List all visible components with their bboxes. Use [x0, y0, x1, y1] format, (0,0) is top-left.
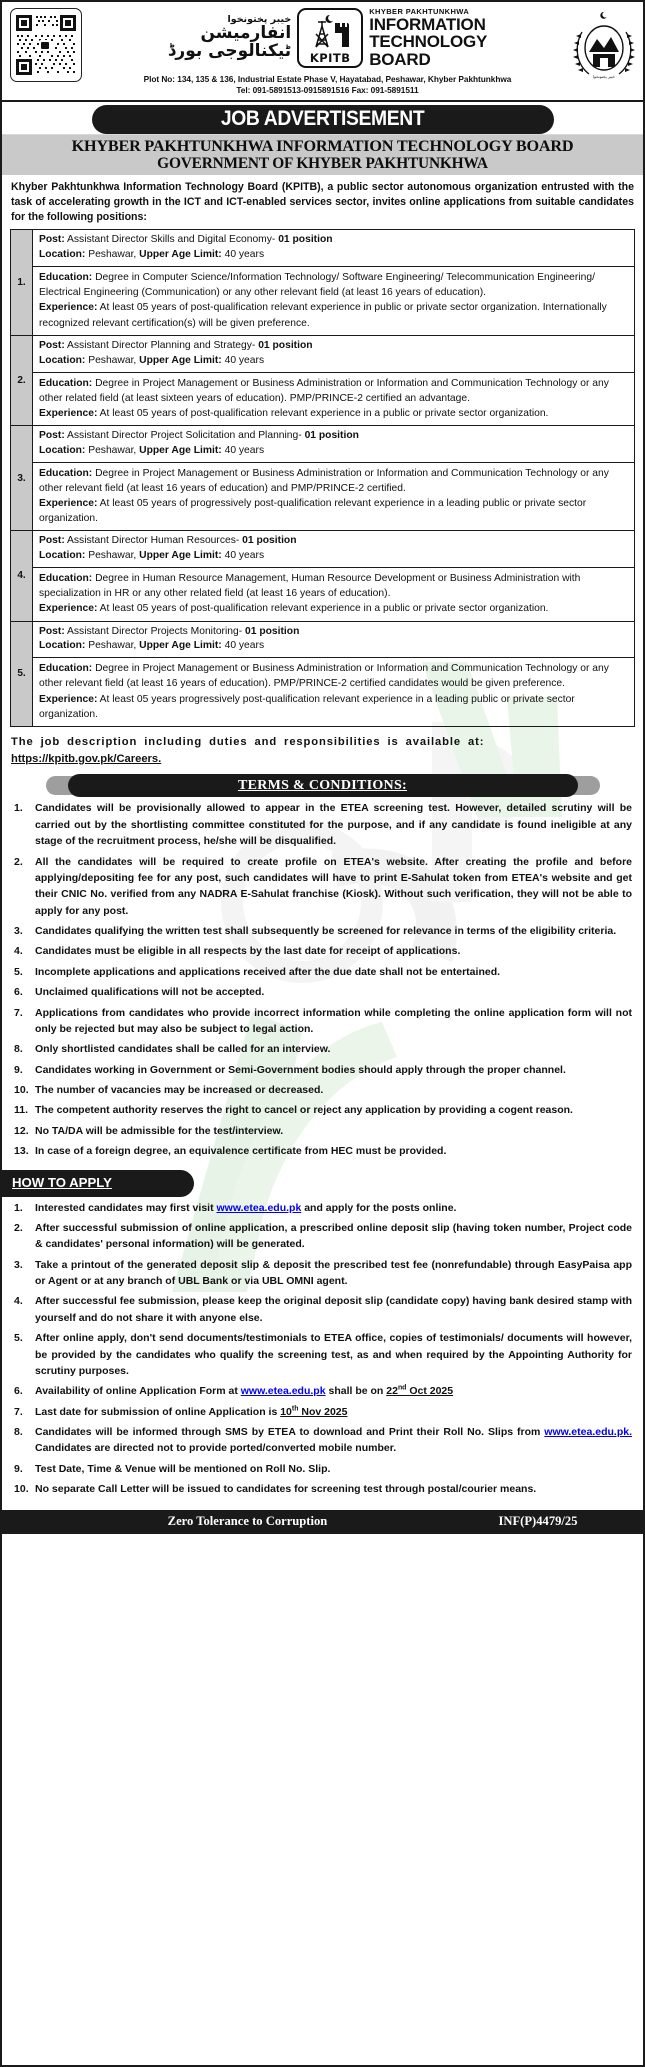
position-location-age: Location: Peshawar, Upper Age Limit: 40 years	[39, 640, 265, 652]
english-org-name: KHYBER PAKHTUNKHWA INFORMATION TECHNOLOGY BOARD	[369, 7, 488, 69]
key-date: 10th Nov 2025	[280, 1405, 348, 1418]
position-location-age: Location: Peshawar, Upper Age Limit: 40 years	[39, 354, 265, 366]
urdu-org-name: خیبر پختونخوا انفارمیشن ٹیکنالوجی بورڈ	[167, 14, 292, 62]
position-education: Education: Degree in Project Management or Business Administration or Information and Communication Technology or any other relevant field (at least 16 years of education). PMP/PRINCE-2 certified candidates would be given preference.	[39, 663, 609, 690]
position-requirements	[33, 267, 634, 335]
position-number: 1.	[11, 230, 33, 334]
apply-item: Test Date, Time & Venue will be mentioned on Roll No. Slip.	[35, 1462, 331, 1475]
terms-item: In case of a foreign degree, an equivalence certificate from HEC must be provided.	[35, 1145, 447, 1158]
position-experience: Experience: At least 05 years progressively post-qualification relevant experience in a leading public or private sector organization.	[39, 693, 575, 720]
jd-text: The job description including duties and responsibilities is available at:	[11, 735, 485, 748]
position-header	[33, 531, 634, 568]
svg-text:خیبر پختونخوا: خیبر پختونخوا	[592, 74, 616, 79]
terms-item: All the candidates will be required to create profile on ETEA's website. After creating the profile and before applying/depositing fee for any post, such candidates will have to print E-Sahulat token from ETEA's website and get their CNIC No. verified from any NADRA E-Sahulat franchise (Kiosk). Without such verification, they will not be able to apply for any post.	[35, 855, 632, 917]
qr-code-icon	[10, 8, 82, 82]
position-row	[11, 230, 634, 335]
position-header	[33, 336, 634, 373]
position-location-age: Location: Peshawar, Upper Age Limit: 40 years	[39, 249, 265, 261]
careers-link[interactable]: https://kpitb.gov.pk/Careers.	[11, 752, 162, 765]
position-header	[33, 426, 634, 463]
position-education: Education: Degree in Project Management or Business Administration or Information and Communication Technology or any other related field (at least sixteen years of education). PMP/PRINCE-2 certified an advantage.	[39, 377, 609, 404]
position-row	[11, 622, 634, 726]
how-to-apply-banner	[2, 1170, 194, 1197]
job-advertisement-banner	[92, 105, 554, 134]
terms-heading: TERMS & CONDITIONS:	[237, 778, 408, 794]
terms-item: Applications from candidates who provide incorrect information while completing the online application form will not only be rejected but may also be subject to legal action.	[35, 1006, 632, 1035]
etea-link[interactable]: www.etea.edu.pk	[240, 1385, 326, 1398]
intro-paragraph: Khyber Pakhtunkhwa Information Technology Board (KPITB), a public sector autonomous organization entrusted with the task of accelerating growth in the ICT and ICT-enabled services sector, invites online applications from suitable candidates for the following positions:	[11, 181, 634, 224]
position-post: Post: Assistant Director Skills and Digital Economy- 01 position	[39, 234, 333, 246]
terms-item: Incomplete applications and applications received after the due date shall not be entertained.	[35, 965, 501, 978]
kpitb-logo-icon	[297, 8, 363, 68]
apply-item: Interested candidates may first visit www.etea.edu.pk and apply for the posts online.	[35, 1201, 457, 1214]
position-number: 3.	[11, 426, 33, 530]
terms-item: Candidates working in Government or Semi-Government bodies should apply through the proper channel.	[35, 1063, 566, 1076]
terms-item: Candidates qualifying the written test shall subsequently be screened for relevance in terms of the eligibility criteria.	[35, 925, 617, 938]
position-experience: Experience: At least 05 years of post-qualification relevant experience in public or private sector organization. Internationally recognized relevant certification(s) will be given preference.	[39, 302, 607, 329]
position-experience: Experience: At least 05 years of post-qualification relevant experience in a public or private sector organization.	[39, 603, 549, 615]
position-header	[33, 622, 634, 659]
position-post: Post: Assistant Director Projects Monitoring- 01 position	[39, 625, 300, 637]
position-number: 5.	[11, 622, 33, 726]
position-experience: Experience: At least 05 years of progressively post-qualification relevant experience in a leading public or private sector organization.	[39, 498, 587, 525]
how-to-apply-list	[2, 1200, 643, 1502]
position-experience: Experience: At least 05 years of post-qualification relevant experience in a public or private sector organization.	[39, 407, 549, 419]
position-education: Education: Degree in Project Management or Business Administration or Information and Communication Technology or any other relevant field (at least 16 years of education) and PMP/PRINCE-2 certified.	[39, 467, 609, 494]
apply-item: Candidates will be informed through SMS by ETEA to download and Print their Roll No. Slips from www.etea.edu.pk. Candidates are directed not to provide ported/converted mobile number.	[35, 1426, 632, 1455]
org-title-line-2: GOVERNMENT OF KHYBER PAKHTUNKHWA	[157, 155, 488, 173]
key-date: 22nd Oct 2025	[386, 1384, 454, 1398]
positions-table	[10, 229, 635, 726]
terms-item: Candidates will be provisionally allowed to appear in the ETEA screening test. However, detailed scrutiny will be carried out by the shortlisting committee constituted for the purpose, and if any candidate is found ineligible at any stage of the recruitment process, he/she will be disqualified.	[35, 802, 632, 848]
terms-item: Candidates must be eligible in all respects by the last date for receipt of applications.	[35, 945, 461, 958]
position-post: Post: Assistant Director Human Resources- 01 position	[39, 535, 297, 547]
position-education: Education: Degree in Computer Science/Information Technology/ Software Engineering/ Telecommunication Engineering/ Electrical Engineering (Communication) or any other relevant field (at least 16 years of education).	[39, 272, 595, 299]
apply-item: After successful fee submission, please keep the original deposit slip (candidate copy) having bank desired stamp with yourself and do not share it with anyone else.	[35, 1295, 632, 1324]
org-title-line-1: KHYBER PAKHTUNKHWA INFORMATION TECHNOLOGY BOARD	[71, 136, 574, 155]
org-address: Plot No: 134, 135 & 136, Industrial Estate Phase V, Hayatabad, Peshawar, Khyber Pakhtunkhwa Tel: 091-5891513-0915891516 Fax: 091-5891511	[143, 73, 512, 95]
terms-heading-banner	[68, 774, 578, 797]
position-number: 2.	[11, 336, 33, 425]
position-location-age: Location: Peshawar, Upper Age Limit: 40 years	[39, 550, 265, 562]
position-number: 4.	[11, 531, 33, 620]
position-requirements	[33, 568, 634, 620]
position-requirements	[33, 658, 634, 726]
job-description-note	[2, 727, 643, 771]
apply-item: Availability of online Application Form at www.etea.edu.pk shall be on 22nd Oct 2025	[35, 1384, 454, 1398]
footer-reference: INF(P)4479/25	[498, 1513, 578, 1528]
position-education: Education: Degree in Human Resource Management, Human Resource Development or Business Administration with specialization in HR or any other related field (at least 16 years of education).	[39, 573, 581, 600]
terms-item: Only shortlisted candidates shall be called for an interview.	[35, 1043, 331, 1056]
page-footer	[2, 1510, 643, 1534]
position-row	[11, 426, 634, 531]
position-header	[33, 230, 634, 267]
apply-item: No separate Call Letter will be issued to candidates for screening test through postal/courier means.	[35, 1483, 537, 1496]
position-post: Post: Assistant Director Planning and Strategy- 01 position	[39, 339, 313, 351]
apply-item: Last date for submission of online Application is 10th Nov 2025	[35, 1405, 348, 1418]
position-requirements	[33, 373, 634, 425]
banner-title: JOB ADVERTISEMENT	[220, 106, 425, 130]
terms-item: No TA/DA will be admissible for the test/interview.	[35, 1124, 284, 1137]
position-row	[11, 531, 634, 621]
footer-slogan: Zero Tolerance to Corruption	[167, 1513, 328, 1528]
organization-title-band	[2, 134, 643, 175]
apply-item: After online apply, don't send documents/testimonials to ETEA office, copies of testimonials/ documents will however, be provided by the candidates who qualify the screening test, as and when required by the Appointing Authority for scrutiny purposes.	[35, 1332, 632, 1377]
terms-item: Unclaimed qualifications will not be accepted.	[35, 986, 265, 999]
how-to-apply-heading: HOW TO APPLY	[12, 1174, 112, 1190]
position-row	[11, 336, 634, 426]
apply-item: Take a printout of the generated deposit slip & deposit the prescribed test fee (nonrefundable) through EasyPaisa app or Agent or at any branch of UBL Bank or via UBL OMNI agent.	[35, 1258, 632, 1288]
terms-list	[2, 800, 643, 1163]
position-requirements	[33, 463, 634, 531]
government-crest-icon	[573, 8, 635, 82]
position-location-age: Location: Peshawar, Upper Age Limit: 40 years	[39, 444, 265, 456]
etea-link[interactable]: www.etea.edu.pk.	[544, 1426, 632, 1439]
etea-link[interactable]: www.etea.edu.pk	[216, 1201, 302, 1214]
terms-item: The competent authority reserves the right to cancel or reject any application by providing a cogent reason.	[35, 1104, 573, 1117]
position-post: Post: Assistant Director Project Solicitation and Planning- 01 position	[39, 429, 359, 441]
terms-item: The number of vacancies may be increased or decreased.	[35, 1084, 324, 1097]
apply-item: After successful submission of online application, a prescribed online deposit slip (having token number, Project code & candidates' personal information) will be generated.	[35, 1221, 632, 1251]
letterhead	[2, 2, 643, 98]
kpitb-wordmark: KPITB	[309, 51, 351, 66]
